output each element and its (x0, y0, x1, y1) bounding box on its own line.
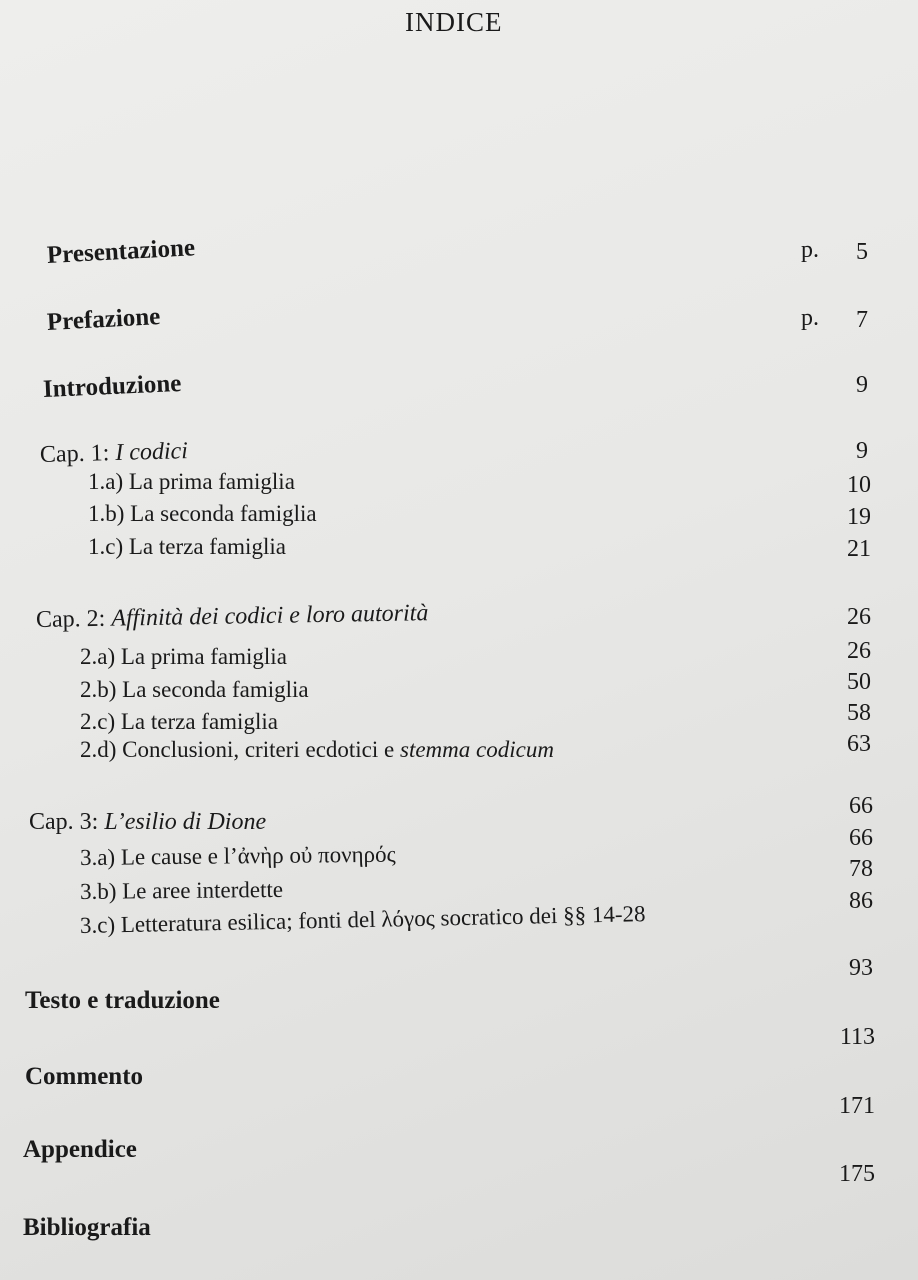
toc-entry-label: Bibliografia (23, 1214, 151, 1241)
chapter-heading (36, 601, 429, 632)
chapter-title: L’esilio di Dione (104, 809, 267, 835)
chapter-title: I codici (114, 438, 189, 467)
toc-entry-label: Commento (25, 1063, 144, 1090)
page-number: 93 (849, 955, 873, 981)
page-number: 171 (839, 1093, 875, 1119)
page-number: 9 (856, 372, 868, 398)
page-number: 63 (847, 731, 871, 757)
page-number: 9 (856, 438, 868, 464)
page-number: 21 (847, 536, 871, 562)
page-number: 86 (849, 888, 873, 914)
chapter-title: Affinità dei codici e loro autorità (111, 600, 429, 632)
page-number: 58 (847, 700, 871, 726)
chapter-heading (29, 810, 266, 834)
toc-sub-entry (80, 738, 554, 761)
page-number: 66 (849, 793, 873, 819)
chapter-prefix: Cap. 2: (35, 605, 112, 633)
toc-sub-entry: 1.a) La prima famiglia (88, 469, 295, 494)
toc-entry-label: Presentazione (46, 234, 196, 269)
chapter-heading (40, 439, 189, 467)
toc-sub-entry: 3.a) Le cause e l’ἀνὴρ οὐ πονηρός (79, 841, 396, 870)
page-title: INDICE (405, 7, 503, 37)
page-prefix: p. (801, 237, 819, 263)
toc-sub-entry: 2.a) La prima famiglia (80, 644, 287, 669)
page-number: 78 (849, 856, 873, 882)
page-number: 175 (839, 1161, 875, 1187)
page-number: 66 (849, 825, 873, 851)
toc-sub-entry: 1.b) La seconda famiglia (88, 501, 317, 526)
chapter-prefix: Cap. 1: (39, 440, 116, 468)
page-number: 26 (847, 604, 871, 630)
toc-entry-label: Prefazione (46, 303, 161, 336)
toc-sub-entry: 3.b) Le aree interdette (79, 876, 284, 904)
toc-entry-label: Introduzione (42, 369, 182, 403)
page-number: 5 (856, 239, 868, 265)
toc-sub-entry-italic: stemma codicum (400, 737, 554, 762)
toc-sub-entry-text: 2.d) Conclusioni, criteri ecdotici e (80, 737, 400, 762)
toc-entry-label: Testo e traduzione (25, 987, 220, 1014)
toc-entry-label: Appendice (23, 1136, 137, 1163)
page-number: 19 (847, 504, 871, 530)
page-number: 113 (839, 1024, 875, 1050)
toc-sub-entry: 2.b) La seconda famiglia (80, 677, 309, 702)
chapter-prefix: Cap. 3: (29, 809, 105, 835)
page-prefix: p. (801, 305, 819, 331)
page-number: 7 (856, 307, 868, 333)
page-number: 10 (847, 472, 871, 498)
page-number: 26 (847, 638, 871, 664)
toc-sub-entry: 3.c) Letteratura esilica; fonti del λόγος socratico dei §§ 14-28 (79, 901, 646, 938)
toc-sub-entry: 2.c) La terza famiglia (80, 709, 278, 734)
toc-sub-entry: 1.c) La terza famiglia (88, 534, 286, 559)
page-number: 50 (847, 669, 871, 695)
